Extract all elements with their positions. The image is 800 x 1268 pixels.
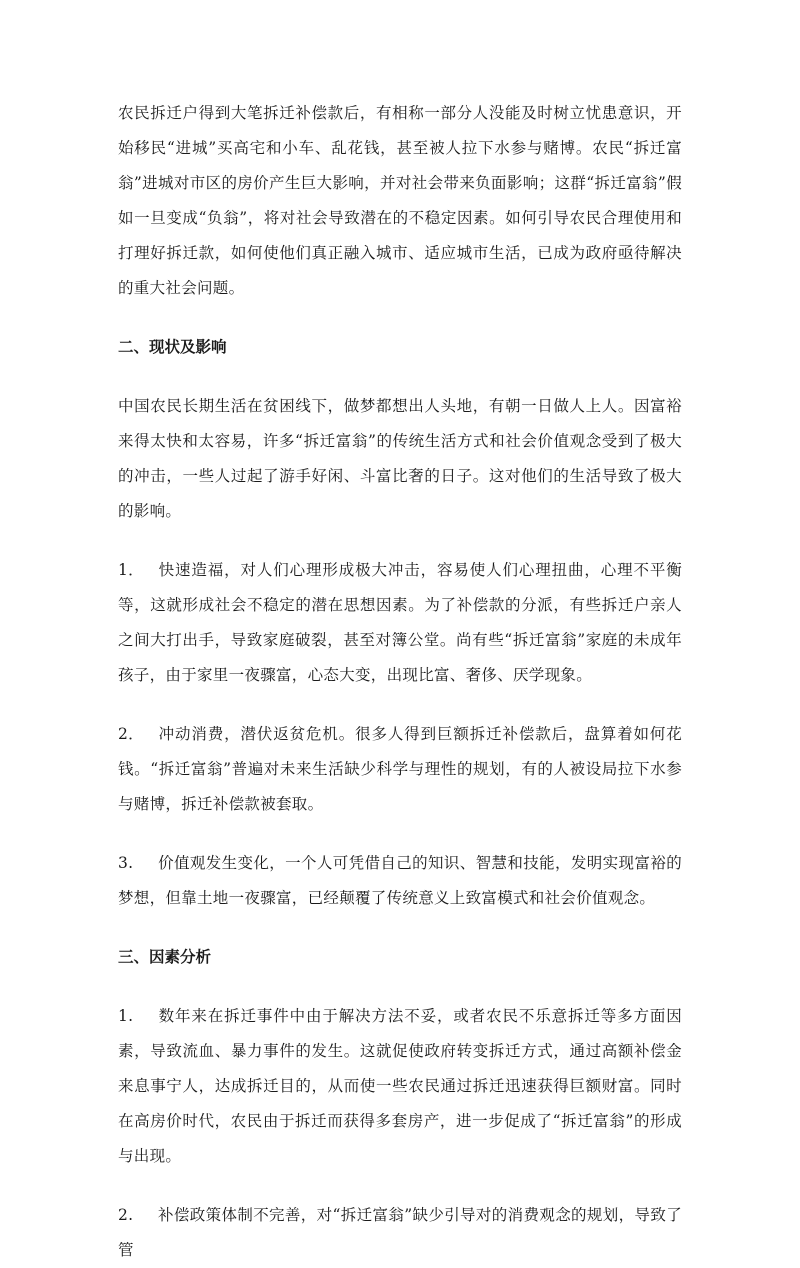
section-3-heading: 三、因素分析 bbox=[118, 948, 212, 966]
section-2-intro-paragraph: 中国农民长期生活在贫困线下，做梦都想出人头地，有朝一日做人上人。因富裕来得太快和太容易，许多“拆迁富翁”的传统生活方式和社会价值观念受到了极大的冲击，一些人过起了游手好闲、斗富比奢的日子。这对他们的生活导致了极大的影响。 bbox=[118, 397, 682, 520]
impact-item-1 bbox=[118, 553, 682, 693]
item-number: 1. bbox=[118, 1007, 134, 1025]
impact-item-2 bbox=[118, 717, 682, 822]
item-text: 数年来在拆迁事件中由于解决方法不妥，或者农民不乐意拆迁等多方面因素，导致流血、暴力事件的发生。这就促使政府转变拆迁方式，通过高额补偿金来息事宁人，达成拆迁目的，从而使一些农民通过拆迁迅速获得巨额财富。同时在高房价时代，农民由于拆迁而获得多套房产，进一步促成了“拆迁富翁”的形成与出现。 bbox=[118, 1007, 682, 1165]
item-number: 2． bbox=[118, 725, 144, 743]
item-text: 冲动消费，潜伏返贫危机。很多人得到巨额拆迁补偿款后，盘算着如何花钱。“拆迁富翁”普遍对未来生活缺少科学与理性的规划，有的人被设局拉下水参与赌博，拆迁补偿款被套取。 bbox=[118, 725, 682, 813]
impact-item-3 bbox=[118, 846, 682, 916]
intro-paragraph: 农民拆迁户得到大笔拆迁补偿款后，有相称一部分人没能及时树立忧患意识，开始移民“进城”买高宅和小车、乱花钱，甚至被人拉下水参与赌博。农民“拆迁富翁”进城对市区的房价产生巨大影响，并对社会带来负面影响；这群“拆迁富翁”假如一旦变成“负翁”，将对社会导致潜在的不稳定因素。如何引导农民合理使用和打理好拆迁款，如何使他们真正融入城市、适应城市生活，已成为政府亟待解决的重大社会问题。 bbox=[118, 104, 682, 297]
item-text: 快速造福，对人们心理形成极大冲击，容易使人们心理扭曲，心理不平衡等，这就形成社会不稳定的潜在思想因素。为了补偿款的分派，有些拆迁户亲人之间大打出手，导致家庭破裂，甚至对簿公堂。尚有些“拆迁富翁”家庭的未成年孩子，由于家里一夜骤富，心态大变，出现比富、奢侈、厌学现象。 bbox=[118, 561, 682, 684]
item-text: 价值观发生变化，一个人可凭借自己的知识、智慧和技能，发明实现富裕的梦想，但靠土地一夜骤富，已经颠覆了传统意义上致富模式和社会价值观念。 bbox=[118, 854, 682, 907]
factor-item-1 bbox=[118, 999, 682, 1174]
section-2-heading: 二、现状及影响 bbox=[118, 338, 227, 356]
item-number: 2. bbox=[118, 1206, 134, 1224]
item-number: 3. bbox=[118, 854, 134, 872]
item-text: 补偿政策体制不完善，对“拆迁富翁”缺少引导对的消费观念的规划，导致了管 bbox=[118, 1206, 682, 1259]
item-number: 1． bbox=[118, 561, 144, 579]
factor-item-2 bbox=[118, 1198, 682, 1268]
